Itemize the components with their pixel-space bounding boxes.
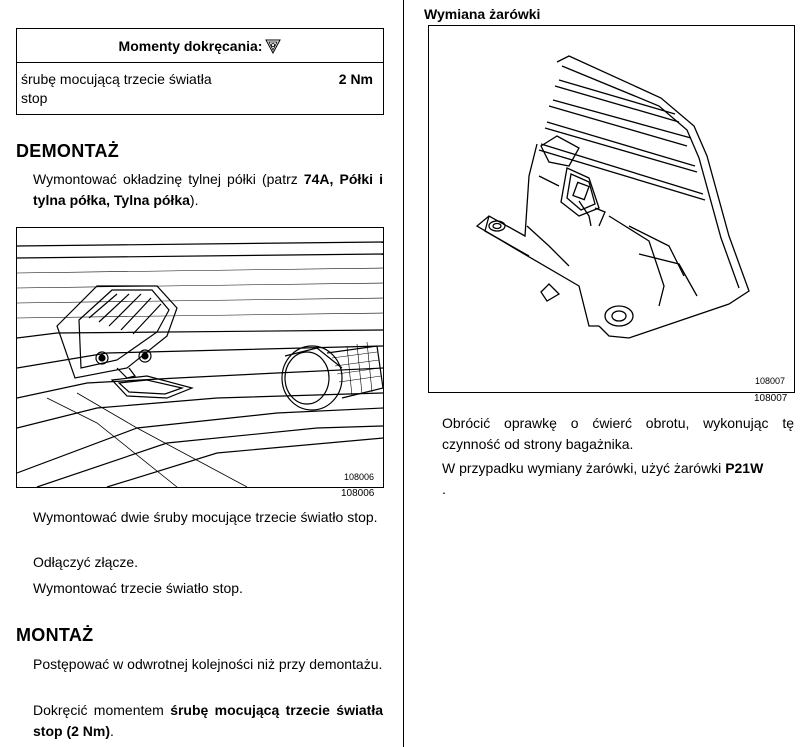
torque-row [17,63,383,114]
bulb-step-2-bold: P21W [725,460,764,476]
removal-heading: DEMONTAŻ [16,141,120,161]
torque-table [16,28,384,115]
refit-step-2-bold: śrubę mocującą trzecie światła stop (2 Nm) [33,702,383,739]
torque-table-header [17,29,383,63]
removal-step-4: Wymontować trzecie światło stop. [33,580,243,596]
removal-step-3: Odłączyć złącze. [33,554,139,570]
removal-step-1-end: ). [189,192,199,208]
refit-step-2-text: Dokręcić momentem [33,702,171,718]
figure-108006-inner-code: 108006 [344,472,375,482]
refit-heading: MONTAŻ [16,625,94,645]
bulb-step-2-end: . [442,481,446,497]
bulb-step-1: Obrócić oprawkę o ćwierć obrotu, wykonując tę czynność od strony bagażnika. [442,415,794,452]
bulb-step-2-text: W przypadku wymiany żarówki, użyć żarówki [442,460,726,476]
figure-108007 [428,25,795,393]
rear-shelf-illustration [17,228,383,487]
refit-step-1: Postępować w odwrotnej kolejności niż przy demontażu. [33,656,383,672]
removal-step-2: Wymontować dwie śruby mocujące trzecie światło stop. [33,509,378,525]
figure-108006-code: 108006 [341,488,375,499]
removal-step-1 [33,169,383,211]
column-divider [403,0,404,747]
figure-108007-inner-code: 108007 [755,376,786,386]
torque-title: Momenty dokręcania: [118,37,263,54]
refit-step-2 [33,700,383,742]
torque-label: śrubę mocującą trzecie światła stop [21,71,212,106]
figure-108007-code: 108007 [754,393,788,404]
removal-step-1-ref: 74A, Półki i tylna półka, Tylna półka [33,171,383,208]
figure-108006 [16,227,384,488]
refit-step-2-end: . [110,723,114,739]
torque-triangle-icon [265,38,281,54]
bulb-title: Wymiana żarówki [424,6,541,22]
torque-value: 2 Nm [338,71,373,87]
bulb-step-2 [442,458,794,500]
bulb-holder-illustration [429,26,794,392]
removal-step-1-text: Wymontować okładzinę tylnej półki (patrz [33,171,304,187]
